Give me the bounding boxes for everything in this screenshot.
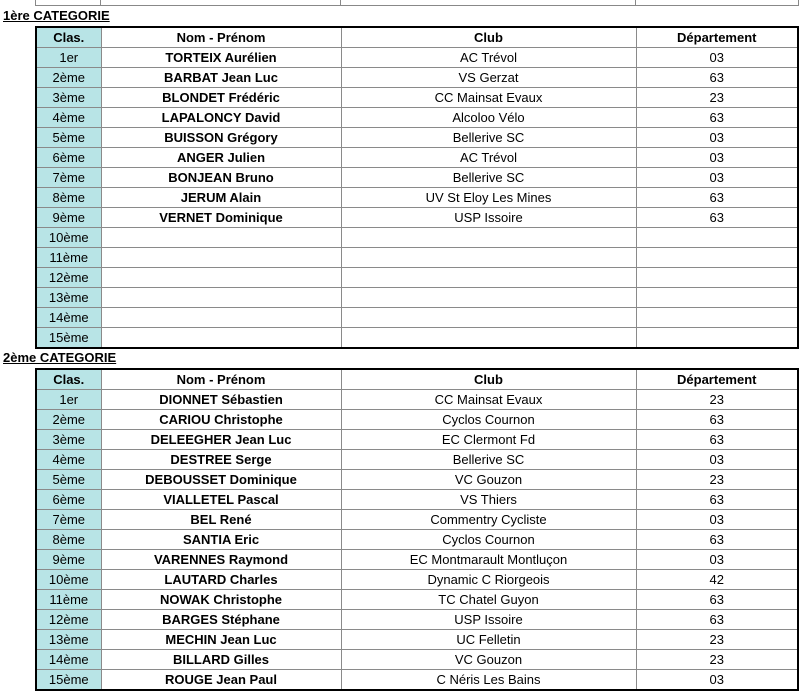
name-cell: LAPALONCY David (101, 108, 341, 128)
category-2-title: 2ème CATEGORIE (3, 350, 117, 365)
rank-cell: 12ème (36, 610, 101, 630)
rank-cell: 8ème (36, 530, 101, 550)
table-row (36, 248, 798, 268)
rank-cell: 5ème (36, 470, 101, 490)
header-nom: Nom - Prénom (101, 27, 341, 48)
club-cell (341, 228, 636, 248)
rank-cell: 9ème (36, 208, 101, 228)
club-cell: UC Felletin (341, 630, 636, 650)
club-cell: EC Montmarault Montluçon (341, 550, 636, 570)
rank-cell: 7ème (36, 168, 101, 188)
table-row (36, 630, 798, 650)
name-cell: TORTEIX Aurélien (101, 48, 341, 68)
club-cell: Bellerive SC (341, 450, 636, 470)
name-cell: DEBOUSSET Dominique (101, 470, 341, 490)
department-cell: 03 (636, 128, 798, 148)
department-cell (636, 248, 798, 268)
rank-cell: 1er (36, 390, 101, 410)
club-cell: AC Trévol (341, 48, 636, 68)
club-cell: Bellerive SC (341, 128, 636, 148)
club-cell (341, 308, 636, 328)
table-row (36, 188, 798, 208)
club-cell: USP Issoire (341, 208, 636, 228)
table-row (36, 88, 798, 108)
name-cell: NOWAK Christophe (101, 590, 341, 610)
rank-cell: 15ème (36, 670, 101, 691)
name-cell: VARENNES Raymond (101, 550, 341, 570)
header-departement: Département (636, 369, 798, 390)
name-cell: MECHIN Jean Luc (101, 630, 341, 650)
table-row (36, 328, 798, 349)
club-cell: TC Chatel Guyon (341, 590, 636, 610)
rank-cell: 13ème (36, 630, 101, 650)
club-cell: Bellerive SC (341, 168, 636, 188)
name-cell: DIONNET Sébastien (101, 390, 341, 410)
grid-cell (340, 0, 636, 6)
rank-cell: 13ème (36, 288, 101, 308)
club-cell: Commentry Cycliste (341, 510, 636, 530)
name-cell: BLONDET Frédéric (101, 88, 341, 108)
club-cell (341, 268, 636, 288)
name-cell (101, 268, 341, 288)
department-cell: 63 (636, 530, 798, 550)
rank-cell: 1er (36, 48, 101, 68)
club-cell (341, 328, 636, 349)
club-cell: Alcoloo Vélo (341, 108, 636, 128)
department-cell: 63 (636, 610, 798, 630)
rank-cell: 4ème (36, 108, 101, 128)
rank-cell: 14ème (36, 308, 101, 328)
table-row (36, 228, 798, 248)
department-cell: 03 (636, 550, 798, 570)
name-cell (101, 228, 341, 248)
department-cell: 03 (636, 510, 798, 530)
name-cell: LAUTARD Charles (101, 570, 341, 590)
club-cell: VC Gouzon (341, 650, 636, 670)
department-cell: 63 (636, 68, 798, 88)
header-departement: Département (636, 27, 798, 48)
name-cell: BARBAT Jean Luc (101, 68, 341, 88)
department-cell: 23 (636, 650, 798, 670)
name-cell: BARGES Stéphane (101, 610, 341, 630)
table-row (36, 148, 798, 168)
department-cell: 03 (636, 670, 798, 691)
name-cell: BEL René (101, 510, 341, 530)
name-cell (101, 308, 341, 328)
table-row (36, 208, 798, 228)
club-cell: UV St Eloy Les Mines (341, 188, 636, 208)
table-row (36, 590, 798, 610)
department-cell: 23 (636, 470, 798, 490)
table-row (36, 610, 798, 630)
rank-cell: 2ème (36, 68, 101, 88)
department-cell: 23 (636, 630, 798, 650)
rank-cell: 6ème (36, 148, 101, 168)
table-row (36, 450, 798, 470)
table-row (36, 570, 798, 590)
rank-cell: 3ème (36, 430, 101, 450)
rank-cell: 9ème (36, 550, 101, 570)
name-cell: VERNET Dominique (101, 208, 341, 228)
table-row (36, 128, 798, 148)
department-cell: 23 (636, 390, 798, 410)
club-cell: VS Thiers (341, 490, 636, 510)
table-row (36, 68, 798, 88)
rank-cell: 11ème (36, 590, 101, 610)
table-row (36, 308, 798, 328)
department-cell: 03 (636, 450, 798, 470)
name-cell: VIALLETEL Pascal (101, 490, 341, 510)
department-cell (636, 288, 798, 308)
club-cell: CC Mainsat Evaux (341, 390, 636, 410)
department-cell: 63 (636, 208, 798, 228)
header-clas: Clas. (36, 369, 101, 390)
table-row (36, 430, 798, 450)
header-club: Club (341, 27, 636, 48)
rank-cell: 6ème (36, 490, 101, 510)
table-row (36, 490, 798, 510)
department-cell (636, 268, 798, 288)
category-2-table (35, 368, 799, 691)
rank-cell: 14ème (36, 650, 101, 670)
department-cell: 23 (636, 88, 798, 108)
table-row (36, 48, 798, 68)
table-row (36, 470, 798, 490)
name-cell: DELEEGHER Jean Luc (101, 430, 341, 450)
club-cell: Cyclos Cournon (341, 530, 636, 550)
header-club: Club (341, 369, 636, 390)
club-cell: Dynamic C Riorgeois (341, 570, 636, 590)
rank-cell: 7ème (36, 510, 101, 530)
table-row (36, 670, 798, 691)
name-cell (101, 248, 341, 268)
table-row (36, 168, 798, 188)
table-row (36, 510, 798, 530)
rank-cell: 10ème (36, 228, 101, 248)
club-cell (341, 288, 636, 308)
header-clas: Clas. (36, 27, 101, 48)
club-cell: C Néris Les Bains (341, 670, 636, 691)
name-cell: BILLARD Gilles (101, 650, 341, 670)
name-cell: BONJEAN Bruno (101, 168, 341, 188)
name-cell: BUISSON Grégory (101, 128, 341, 148)
club-cell: Cyclos Cournon (341, 410, 636, 430)
department-cell: 03 (636, 168, 798, 188)
name-cell (101, 288, 341, 308)
department-cell: 63 (636, 410, 798, 430)
name-cell: CARIOU Christophe (101, 410, 341, 430)
table-header-row (36, 369, 798, 390)
table-row (36, 268, 798, 288)
name-cell (101, 328, 341, 349)
table-row (36, 530, 798, 550)
table-row (36, 410, 798, 430)
category-1-table (35, 26, 799, 349)
department-cell: 03 (636, 148, 798, 168)
rank-cell: 8ème (36, 188, 101, 208)
rank-cell: 15ème (36, 328, 101, 349)
club-cell: AC Trévol (341, 148, 636, 168)
department-cell (636, 228, 798, 248)
table-header-row (36, 27, 798, 48)
name-cell: JERUM Alain (101, 188, 341, 208)
club-cell: VC Gouzon (341, 470, 636, 490)
rank-cell: 2ème (36, 410, 101, 430)
rank-cell: 3ème (36, 88, 101, 108)
department-cell (636, 308, 798, 328)
name-cell: ANGER Julien (101, 148, 341, 168)
department-cell: 03 (636, 48, 798, 68)
rank-cell: 4ème (36, 450, 101, 470)
rank-cell: 5ème (36, 128, 101, 148)
department-cell: 42 (636, 570, 798, 590)
table-row (36, 650, 798, 670)
table-row (36, 108, 798, 128)
rank-cell: 10ème (36, 570, 101, 590)
grid-cell (100, 0, 341, 6)
rank-cell: 11ème (36, 248, 101, 268)
grid-cell (635, 0, 799, 6)
table-row (36, 288, 798, 308)
rank-cell: 12ème (36, 268, 101, 288)
table-row (36, 550, 798, 570)
name-cell: DESTREE Serge (101, 450, 341, 470)
club-cell: VS Gerzat (341, 68, 636, 88)
header-nom: Nom - Prénom (101, 369, 341, 390)
department-cell: 63 (636, 590, 798, 610)
club-cell: USP Issoire (341, 610, 636, 630)
name-cell: SANTIA Eric (101, 530, 341, 550)
department-cell: 63 (636, 188, 798, 208)
name-cell: ROUGE Jean Paul (101, 670, 341, 691)
department-cell (636, 328, 798, 349)
club-cell: EC Clermont Fd (341, 430, 636, 450)
club-cell (341, 248, 636, 268)
category-1-title: 1ère CATEGORIE (3, 8, 110, 23)
department-cell: 63 (636, 430, 798, 450)
table-row (36, 390, 798, 410)
club-cell: CC Mainsat Evaux (341, 88, 636, 108)
department-cell: 63 (636, 108, 798, 128)
previous-table-edge (0, 0, 800, 6)
department-cell: 63 (636, 490, 798, 510)
